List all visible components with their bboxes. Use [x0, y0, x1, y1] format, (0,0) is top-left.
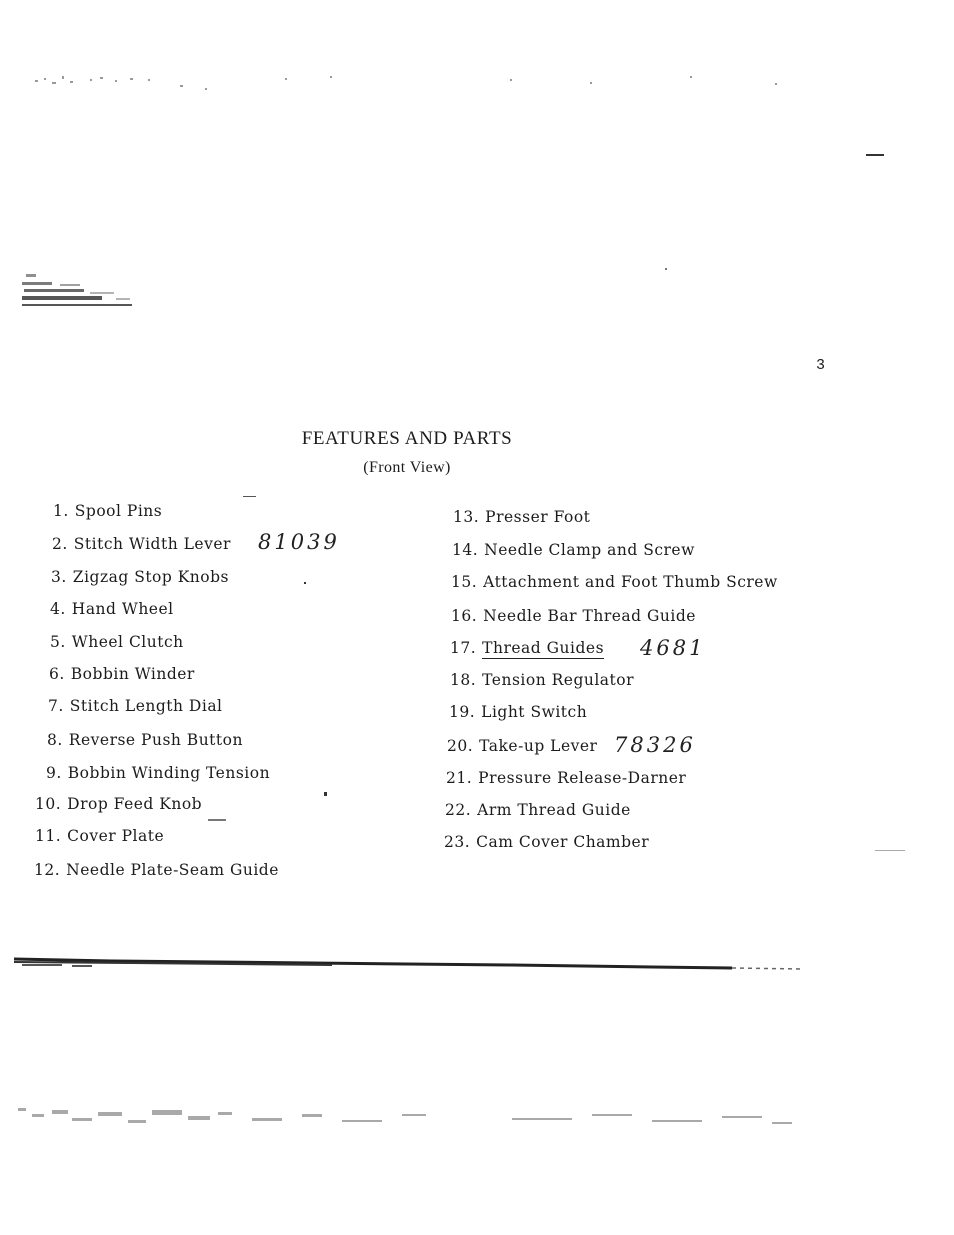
- parts-list-item: 6. Bobbin Winder: [49, 665, 195, 683]
- scan-artifact-bottom: [12, 1100, 802, 1144]
- parts-list-item: 20. Take-up Lever: [447, 737, 598, 755]
- parts-list-item: 23. Cam Cover Chamber: [444, 833, 650, 851]
- page-number: 3: [816, 357, 826, 374]
- handwritten-note: 78326: [614, 733, 696, 757]
- parts-list-item: 17. Thread Guides: [450, 639, 605, 657]
- scan-mark-dash: [243, 496, 256, 497]
- parts-list-item: 8. Reverse Push Button: [47, 731, 243, 749]
- handwritten-note: 81039: [258, 530, 340, 554]
- parts-list-item: 5. Wheel Clutch: [50, 633, 184, 651]
- parts-list-item: 3. Zigzag Stop Knobs: [51, 568, 230, 586]
- parts-list-item: 11. Cover Plate: [35, 827, 165, 845]
- scan-mark-dash: [866, 154, 884, 156]
- scan-mark-dot: [304, 582, 306, 584]
- scan-artifact-top: [30, 70, 810, 100]
- scan-mark-dot: [665, 268, 667, 270]
- parts-list-item: 19. Light Switch: [449, 703, 588, 721]
- scan-artifact-left: [20, 268, 150, 312]
- parts-list-item: 15. Attachment and Foot Thumb Screw: [451, 573, 778, 591]
- parts-list-item: 9. Bobbin Winding Tension: [46, 764, 271, 782]
- parts-list-item: 4. Hand Wheel: [50, 600, 174, 618]
- page-subtitle: (Front View): [363, 459, 451, 476]
- parts-list-item: 21. Pressure Release-Darner: [446, 769, 687, 787]
- scan-mark-dot: [875, 850, 905, 851]
- horizontal-rule: [12, 954, 812, 974]
- parts-list-item: 22. Arm Thread Guide: [445, 801, 631, 819]
- parts-list-item: 10. Drop Feed Knob: [35, 795, 203, 813]
- parts-list-item: 7. Stitch Length Dial: [48, 697, 223, 715]
- parts-list-item: 2. Stitch Width Lever: [52, 535, 231, 553]
- scan-mark-dot: [208, 819, 226, 821]
- parts-list-item: 12. Needle Plate-Seam Guide: [34, 861, 279, 879]
- parts-list-item: 16. Needle Bar Thread Guide: [451, 607, 696, 625]
- parts-list-item: 14. Needle Clamp and Screw: [452, 541, 695, 559]
- parts-list-item: 18. Tension Regulator: [450, 671, 635, 689]
- page-title: FEATURES AND PARTS: [301, 428, 513, 449]
- parts-list-item: 1. Spool Pins: [53, 502, 163, 520]
- scan-mark-dot: [324, 792, 327, 796]
- parts-list-item: 13. Presser Foot: [453, 508, 591, 526]
- handwritten-note: 4681: [640, 636, 706, 660]
